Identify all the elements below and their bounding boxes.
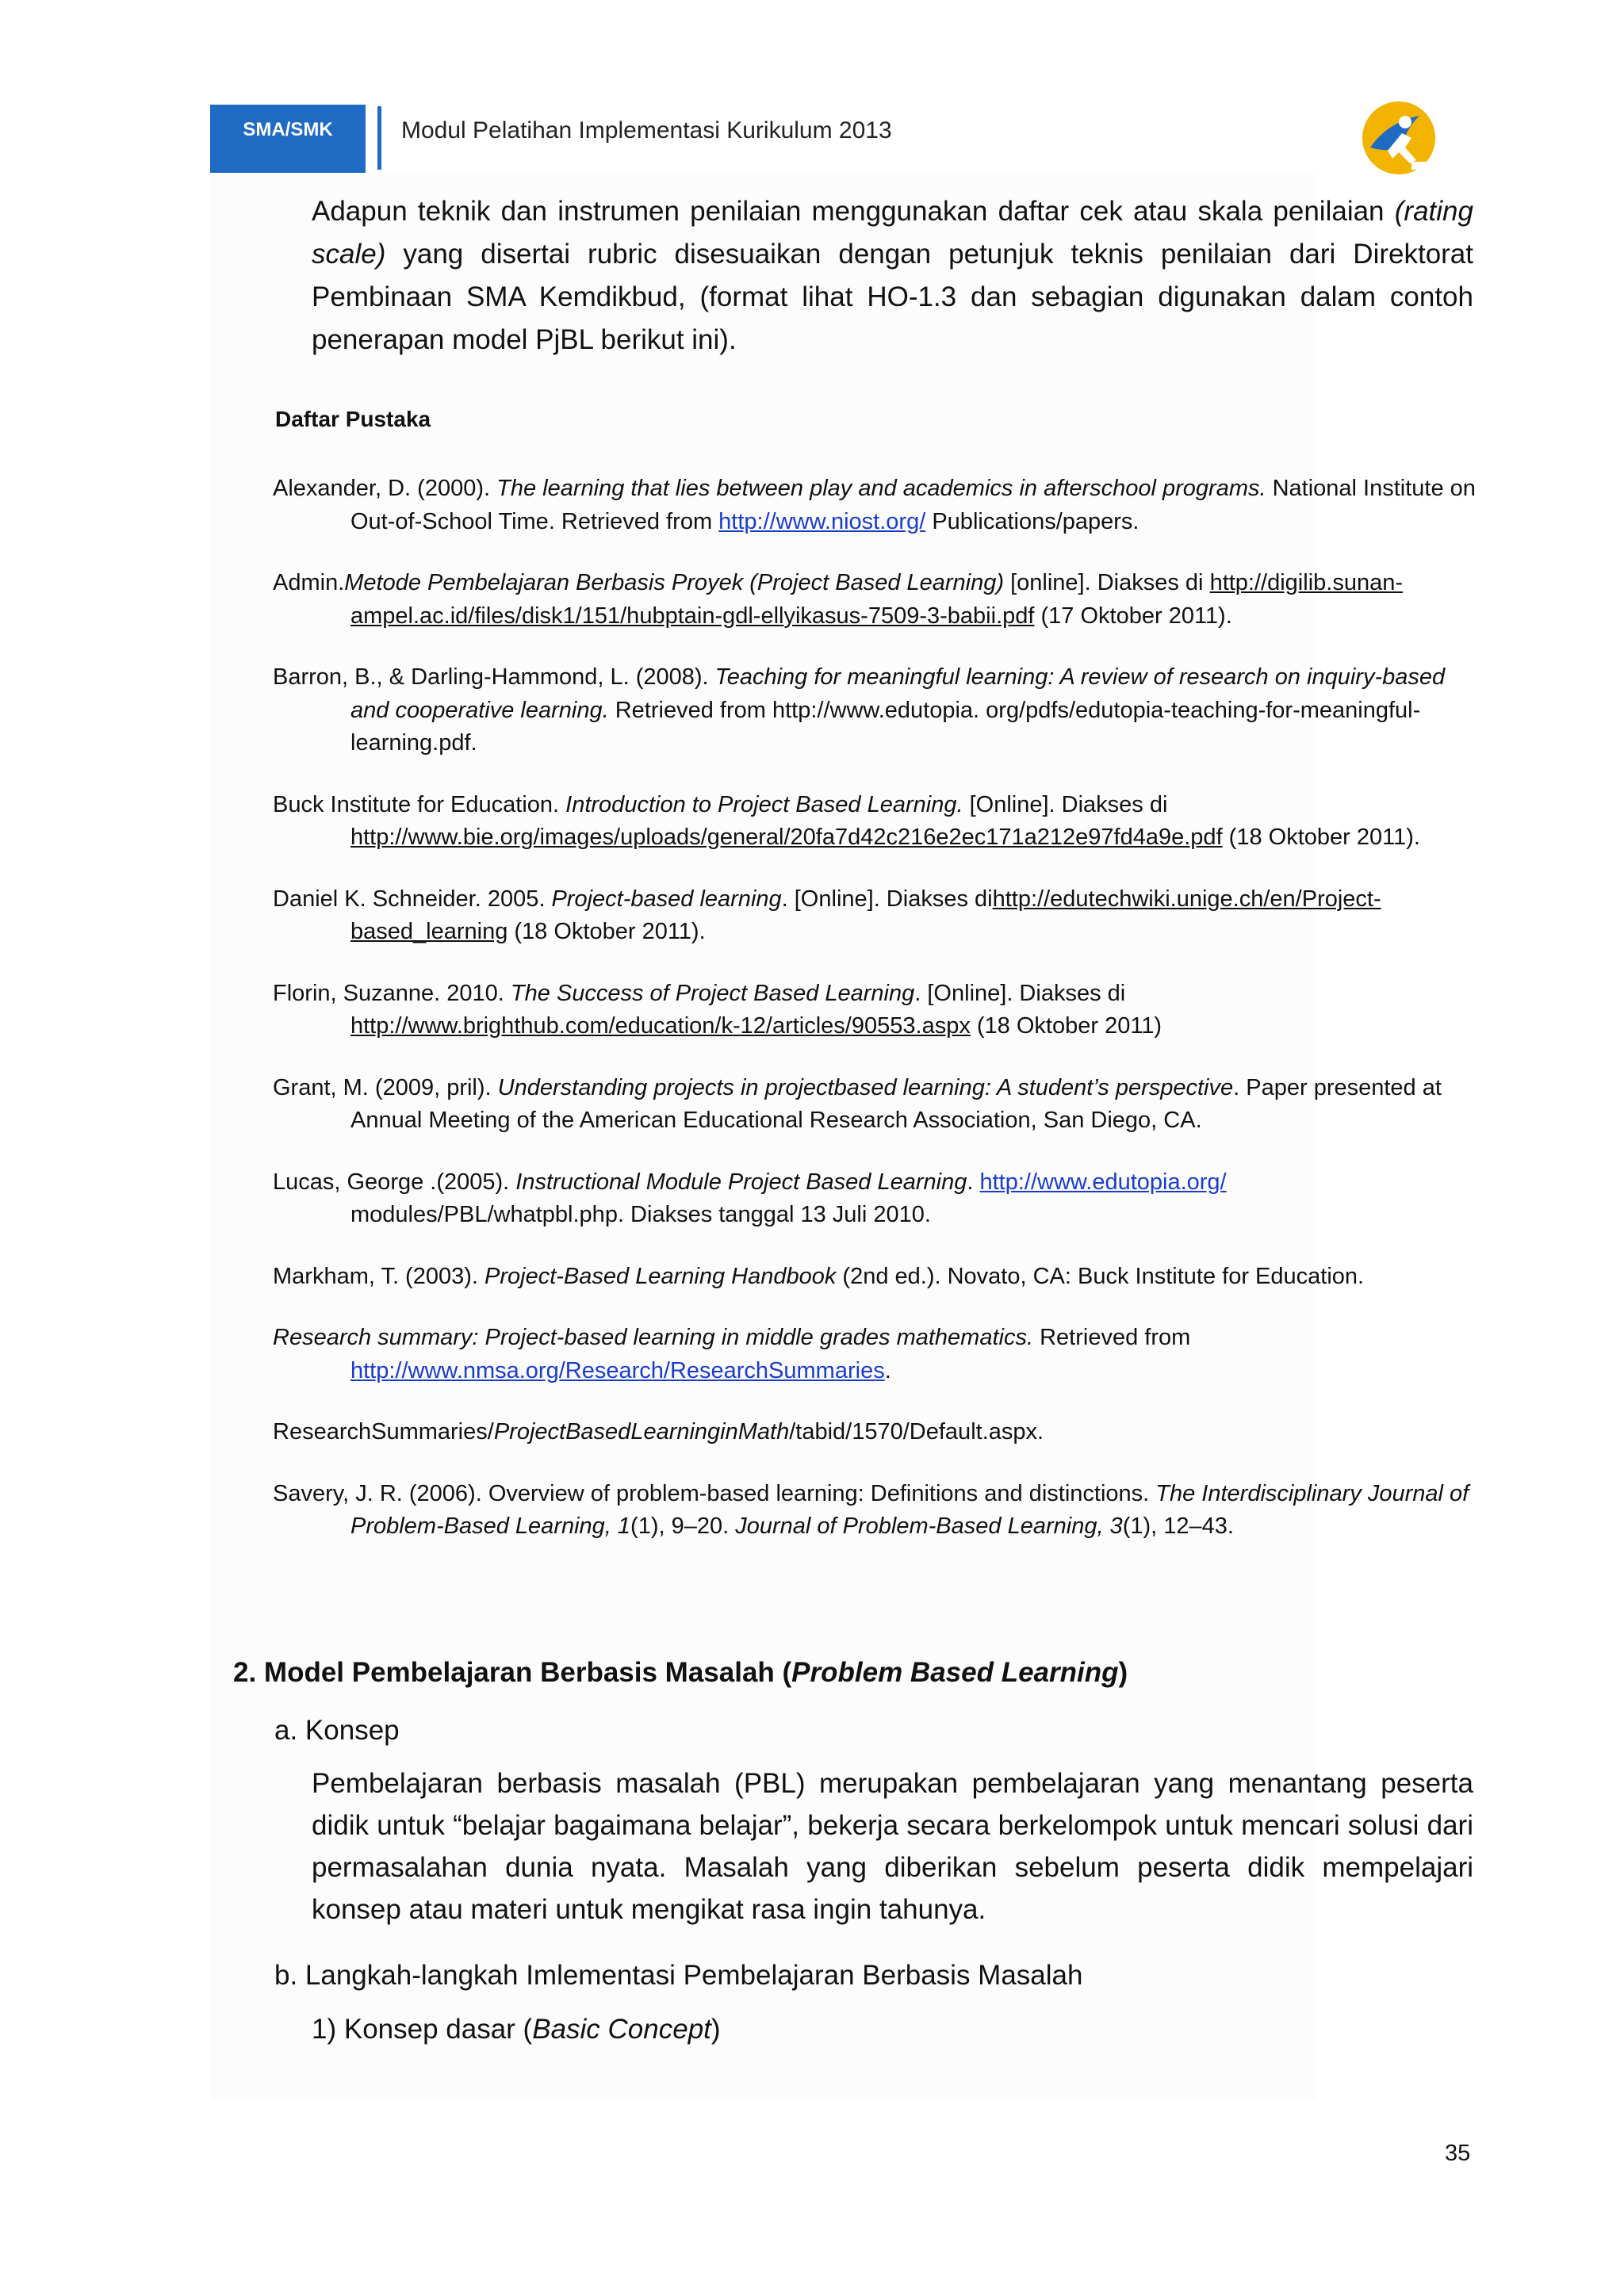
ref-author: Savery, J. R. (2006). Overview of problem-based learning: Definitions and distinctions. (273, 1480, 1156, 1506)
section-2-heading-italic: Problem Based Learning (791, 1657, 1119, 1688)
intro-text-2: yang disertai rubric disesuaikan dengan petunjuk teknis penilaian dari Direktorat Pembinaan SMA Kemdikbud, (format lihat HO-1.3 dan sebagian digunakan dalam contoh penerapan model PjBL berikut ini). (312, 239, 1473, 355)
page-number: 35 (1445, 2141, 1471, 2166)
subheading-konsep-dasar (312, 2014, 721, 2045)
ref-title: Teaching for meaningful learning: A review of research on inquiry-based and cooperative learning. (350, 664, 1446, 723)
reference-item (273, 1072, 1478, 1138)
reference-item (273, 1478, 1478, 1544)
ref-text: National Institute on Out-of-School Time. Retrieved from (350, 476, 1476, 534)
ref-link[interactable]: http://www.bie.org/images/uploads/general/20fa7d42c216e2ec171a212e97fd4a9e.pdf (350, 825, 1223, 850)
reference-item (273, 1166, 1478, 1232)
ref-text: [Online]. Diakses di (963, 791, 1168, 817)
section-2-heading-text: ) (1118, 1657, 1128, 1688)
ref-text: . (967, 1169, 980, 1195)
ref-text: . [Online]. Diakses di (781, 886, 993, 912)
ref-title: Introduction to Project Based Learning. (565, 791, 963, 817)
reference-list (273, 473, 1478, 1572)
reference-item (273, 883, 1478, 949)
reference-item (273, 978, 1478, 1043)
section-2-heading-text: 2. Model Pembelajaran Berbasis Masalah ( (233, 1657, 792, 1688)
ref-title: Instructional Module Project Based Learning (515, 1169, 967, 1195)
ref-author: Barron, B., & Darling-Hammond, L. (2008). (273, 664, 715, 690)
ref-title: Project-based learning (551, 886, 782, 912)
ref-text: ResearchSummaries/ (273, 1419, 494, 1445)
ref-link[interactable]: http://www.brighthub.com/education/k-12/articles/90553.aspx (350, 1013, 971, 1039)
ref-title: Understanding projects in projectbased learning: A student’s perspective (497, 1074, 1234, 1100)
ref-author: Alexander, D. (2000). (273, 476, 497, 501)
ref-text: (18 Oktober 2011) (970, 1013, 1162, 1039)
reference-item (273, 567, 1478, 633)
kemdikbud-logo-icon (1356, 98, 1442, 176)
ref-link[interactable]: http://www.nmsa.org/Research/ResearchSummaries (350, 1357, 885, 1383)
subheading-langkah: b. Langkah-langkah Imlementasi Pembelajaran Berbasis Masalah (274, 1960, 1083, 1991)
ref-title: Project-Based Learning Handbook (485, 1263, 837, 1289)
ref-text: (1), 9–20. (630, 1513, 736, 1539)
section-2-heading (233, 1657, 1128, 1689)
daftar-pustaka-heading: Daftar Pustaka (275, 407, 431, 431)
konsep-dasar-text: 1) Konsep dasar ( (312, 2014, 533, 2045)
ref-text: . (884, 1357, 891, 1383)
ref-text: (1), 12–43. (1122, 1513, 1234, 1539)
intro-italic: (rating scale) (312, 196, 1473, 270)
reference-item (273, 473, 1478, 538)
reference-item (273, 1322, 1478, 1387)
ref-author: Buck Institute for Education. (273, 791, 566, 817)
reference-item (273, 1261, 1478, 1294)
ref-text: (17 Oktober 2011). (1034, 603, 1232, 629)
ref-title: ProjectBasedLearninginMath (493, 1419, 790, 1445)
konsep-dasar-text: ) (710, 2014, 721, 2045)
ref-text: /tabid/1570/Default.aspx. (789, 1419, 1044, 1445)
intro-text-1: Adapun teknik dan instrumen penilaian menggunakan daftar cek atau skala penilaian (312, 196, 1395, 227)
header-divider (377, 106, 381, 170)
ref-text: Publications/papers. (925, 508, 1139, 534)
reference-item (273, 1416, 1478, 1449)
ref-link[interactable]: http://edutechwiki.unige.ch/en/Project-based_learning (350, 886, 1381, 944)
konsep-paragraph: Pembelajaran berbasis masalah (PBL) merupakan pembelajaran yang menantang peserta didik untuk “belajar bagaimana belajar”, bekerja secara berkelompok untuk mencari solusi dari permasalahan dunia nyata. Masalah yang diberikan sebelum peserta didik mempelajari konsep atau materi untuk mengikat rasa ingin tahunya. (312, 1768, 1473, 1925)
ref-text: Retrieved from http://www.edutopia. org/pdfs/edutopia-teaching-for-meaningful-learning.pdf. (350, 697, 1421, 756)
ref-text: (18 Oktober 2011). (1222, 825, 1420, 850)
ref-text: (2nd ed.). Novato, CA: Buck Institute for Education. (836, 1263, 1365, 1289)
ref-text: (18 Oktober 2011). (508, 919, 706, 944)
ref-text: [online]. Diakses di (1004, 570, 1210, 595)
ref-text: . [Online]. Diakses di (914, 980, 1126, 1006)
ref-title: The learning that lies between play and academics in afterschool programs. (496, 476, 1266, 501)
header-title: Modul Pelatihan Implementasi Kurikulum 2013 (401, 117, 892, 144)
ref-title: Research summary: Project-based learning in middle grades mathematics. (273, 1325, 1034, 1350)
reference-item (273, 661, 1478, 760)
reference-item (273, 789, 1478, 855)
ref-link[interactable]: http://www.niost.org/ (718, 508, 926, 534)
ref-title: The Interdisciplinary Journal of Problem-Based Learning, 1 (350, 1480, 1469, 1539)
intro-paragraph (312, 190, 1473, 362)
ref-link[interactable]: http://digilib.sunan-ampel.ac.id/files/disk1/151/hubptain-gdl-ellyikasus-7509-3-babii.pdf (350, 570, 1403, 629)
ref-author: Daniel K. Schneider. 2005. (273, 886, 552, 912)
ref-title: The Success of Project Based Learning (510, 980, 915, 1006)
ref-author: Markham, T. (2003). (273, 1263, 485, 1289)
ref-text: Retrieved from (1033, 1325, 1191, 1350)
ref-text: . Paper presented at Annual Meeting of the American Educational Research Association, San Diego, CA. (350, 1074, 1442, 1133)
ref-author: Admin. (273, 570, 345, 595)
ref-link[interactable]: http://www.edutopia.org/ (979, 1169, 1227, 1195)
ref-author: Grant, M. (2009, pril). (273, 1074, 498, 1100)
ref-title: Metode Pembelajaran Berbasis Proyek (Project Based Learning) (344, 570, 1005, 595)
header-badge-label: SMA/SMK (243, 119, 333, 140)
ref-title: Journal of Problem-Based Learning, 3 (735, 1513, 1123, 1539)
ref-author: Florin, Suzanne. 2010. (273, 980, 511, 1006)
ref-text: modules/PBL/whatpbl.php. Diakses tanggal 13 Juli 2010. (350, 1202, 931, 1227)
ref-author: Lucas, George .(2005). (273, 1169, 516, 1195)
konsep-dasar-italic: Basic Concept (532, 2014, 711, 2045)
header-badge (210, 105, 366, 173)
subheading-konsep: a. Konsep (274, 1715, 400, 1746)
